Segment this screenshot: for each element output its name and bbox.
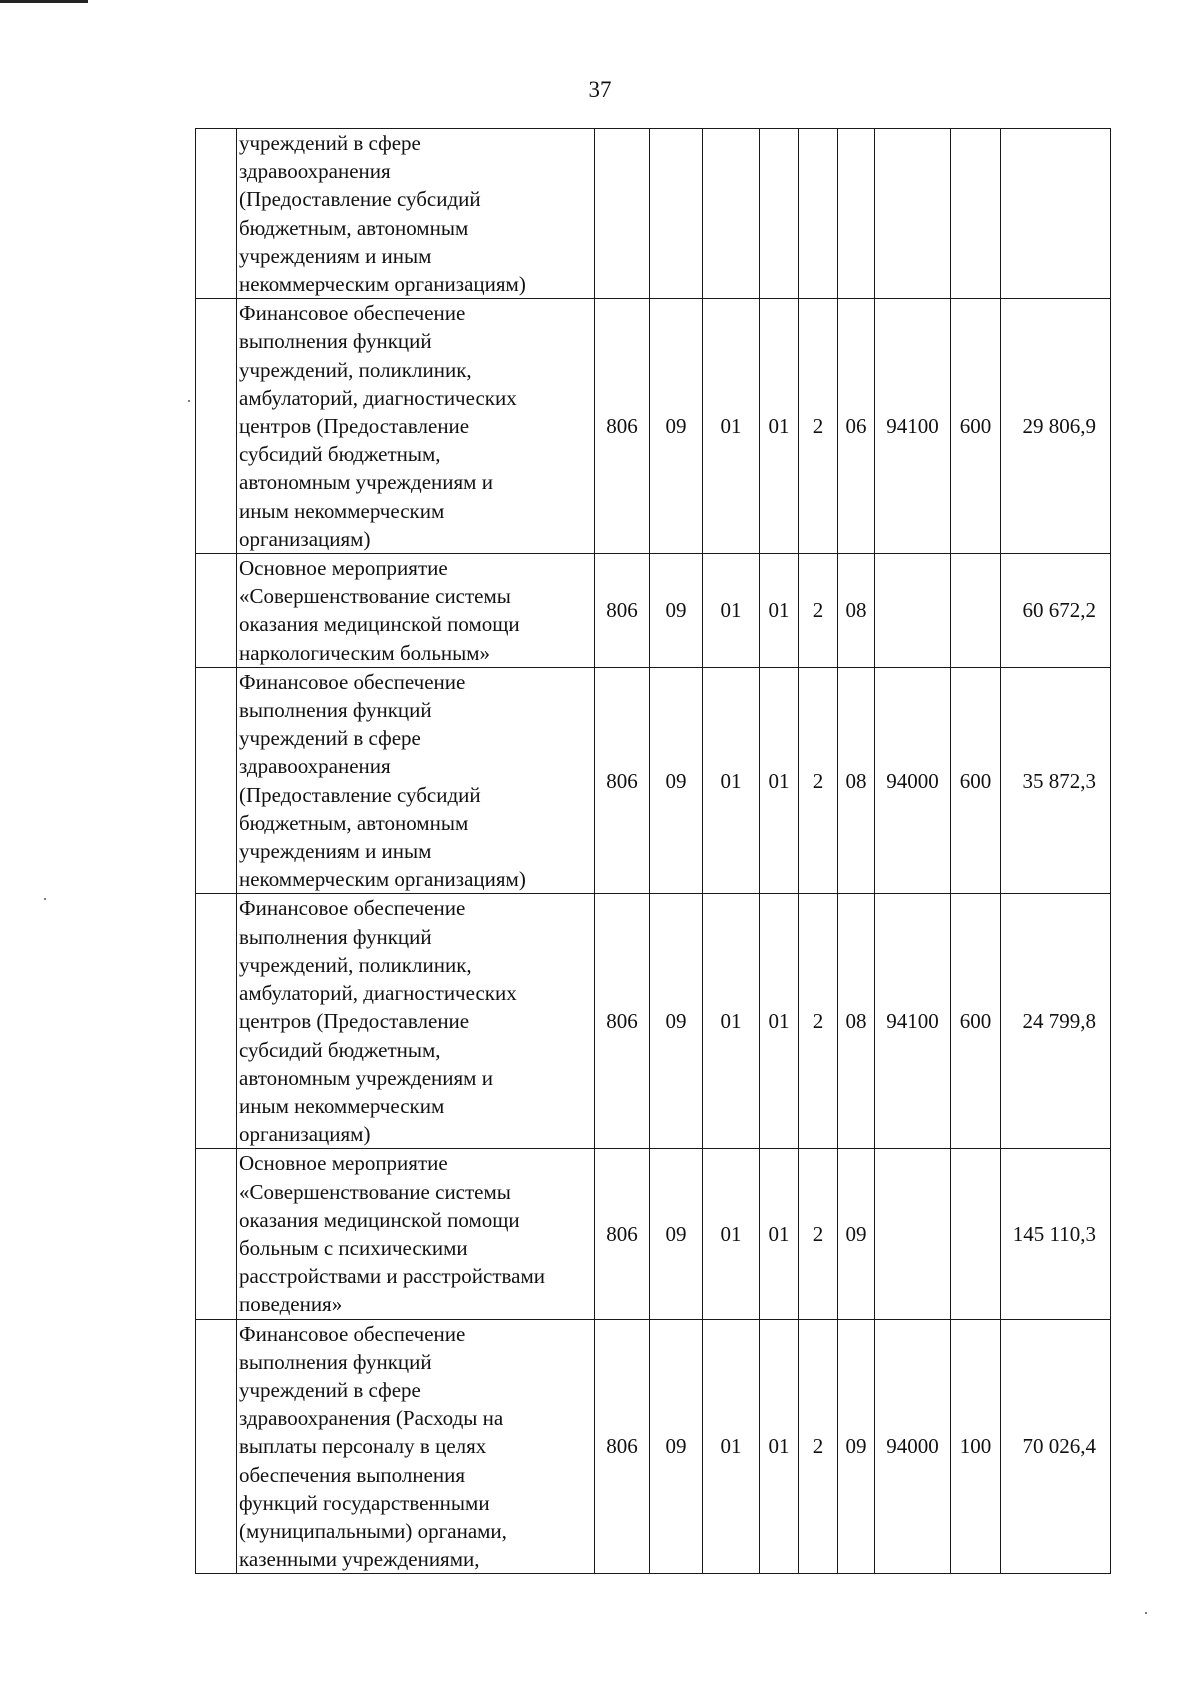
activity-code-cell: 09	[838, 1319, 875, 1574]
number-cell	[196, 129, 237, 299]
amount-cell	[1001, 129, 1111, 299]
ministry-code-cell: 806	[595, 667, 650, 894]
section-code-cell: 09	[650, 554, 703, 668]
table-row	[196, 667, 1111, 894]
amount-cell: 70 026,4	[1001, 1319, 1111, 1574]
ministry-code-cell: 806	[595, 894, 650, 1149]
direction-code-cell	[875, 129, 951, 299]
table-row	[196, 894, 1111, 1149]
page-number: 37	[588, 77, 612, 102]
activity-code-cell: 06	[838, 299, 875, 554]
program-code-cell: 01	[760, 1319, 799, 1574]
expense-type-cell	[951, 1149, 1001, 1319]
number-cell	[196, 1149, 237, 1319]
table-row	[196, 129, 1111, 299]
direction-code-cell	[875, 554, 951, 668]
direction-code-cell: 94100	[875, 299, 951, 554]
description-cell: Финансовое обеспечение выполнения функций учреждений, поликлиник, амбулаторий, диагностических центров (Предоставление субсидий бюджетным, автономным учреждениям и иным некоммерческим организациям)	[237, 894, 595, 1149]
program-code-cell: 01	[760, 667, 799, 894]
amount-cell: 29 806,9	[1001, 299, 1111, 554]
description-cell: Финансовое обеспечение выполнения функций учреждений в сфере здравоохранения (Расходы на выплаты персоналу в целях обеспечения выполнения функций государственными (муниципальными) органами, казенными учреждениями,	[237, 1319, 595, 1574]
subprogram-code-cell	[799, 129, 838, 299]
number-cell	[196, 554, 237, 668]
activity-code-cell: 08	[838, 894, 875, 1149]
direction-code-cell: 94100	[875, 894, 951, 1149]
scan-speck	[1145, 1612, 1147, 1614]
table-row	[196, 554, 1111, 668]
number-cell	[196, 1319, 237, 1574]
program-code-cell: 01	[760, 894, 799, 1149]
subsection-code-cell: 01	[703, 1319, 760, 1574]
expense-type-cell	[951, 129, 1001, 299]
direction-code-cell	[875, 1149, 951, 1319]
ministry-code-cell: 806	[595, 1149, 650, 1319]
section-code-cell: 09	[650, 894, 703, 1149]
subprogram-code-cell: 2	[799, 667, 838, 894]
number-cell	[196, 667, 237, 894]
activity-code-cell: 09	[838, 1149, 875, 1319]
scan-speck	[44, 898, 46, 900]
table-row	[196, 1149, 1111, 1319]
ministry-code-cell	[595, 129, 650, 299]
subsection-code-cell: 01	[703, 1149, 760, 1319]
expense-type-cell	[951, 554, 1001, 668]
activity-code-cell	[838, 129, 875, 299]
scan-edge-mark	[0, 0, 88, 3]
amount-cell: 24 799,8	[1001, 894, 1111, 1149]
subprogram-code-cell: 2	[799, 894, 838, 1149]
subprogram-code-cell: 2	[799, 299, 838, 554]
section-code-cell	[650, 129, 703, 299]
ministry-code-cell: 806	[595, 554, 650, 668]
table-row	[196, 1319, 1111, 1574]
amount-cell: 35 872,3	[1001, 667, 1111, 894]
section-code-cell: 09	[650, 1319, 703, 1574]
subprogram-code-cell: 2	[799, 1149, 838, 1319]
description-cell: Основное мероприятие «Совершенствование системы оказания медицинской помощи больным с психическими расстройствами и расстройствами поведения»	[237, 1149, 595, 1319]
ministry-code-cell: 806	[595, 299, 650, 554]
direction-code-cell: 94000	[875, 1319, 951, 1574]
table-row	[196, 299, 1111, 554]
expense-type-cell: 600	[951, 894, 1001, 1149]
number-cell	[196, 299, 237, 554]
activity-code-cell: 08	[838, 667, 875, 894]
section-code-cell: 09	[650, 299, 703, 554]
description-cell: Финансовое обеспечение выполнения функций учреждений в сфере здравоохранения (Предоставление субсидий бюджетным, автономным учреждениям и иным некоммерческим организациям)	[237, 667, 595, 894]
description-cell: Финансовое обеспечение выполнения функций учреждений, поликлиник, амбулаторий, диагностических центров (Предоставление субсидий бюджетным, автономным учреждениям и иным некоммерческим организациям)	[237, 299, 595, 554]
subsection-code-cell: 01	[703, 894, 760, 1149]
direction-code-cell: 94000	[875, 667, 951, 894]
subsection-code-cell: 01	[703, 667, 760, 894]
description-cell: Основное мероприятие «Совершенствование системы оказания медицинской помощи наркологическим больным»	[237, 554, 595, 668]
program-code-cell: 01	[760, 1149, 799, 1319]
subsection-code-cell	[703, 129, 760, 299]
program-code-cell: 01	[760, 299, 799, 554]
subsection-code-cell: 01	[703, 299, 760, 554]
subsection-code-cell: 01	[703, 554, 760, 668]
program-code-cell: 01	[760, 554, 799, 668]
budget-table	[195, 128, 1111, 1574]
ministry-code-cell: 806	[595, 1319, 650, 1574]
program-code-cell	[760, 129, 799, 299]
amount-cell: 60 672,2	[1001, 554, 1111, 668]
section-code-cell: 09	[650, 1149, 703, 1319]
expense-type-cell: 600	[951, 667, 1001, 894]
number-cell	[196, 894, 237, 1149]
activity-code-cell: 08	[838, 554, 875, 668]
section-code-cell: 09	[650, 667, 703, 894]
amount-cell: 145 110,3	[1001, 1149, 1111, 1319]
subprogram-code-cell: 2	[799, 554, 838, 668]
subprogram-code-cell: 2	[799, 1319, 838, 1574]
description-cell: учреждений в сфере здравоохранения (Предоставление субсидий бюджетным, автономным учреждениям и иным некоммерческим организациям)	[237, 129, 595, 299]
scan-speck	[188, 400, 190, 402]
expense-type-cell: 600	[951, 299, 1001, 554]
expense-type-cell: 100	[951, 1319, 1001, 1574]
